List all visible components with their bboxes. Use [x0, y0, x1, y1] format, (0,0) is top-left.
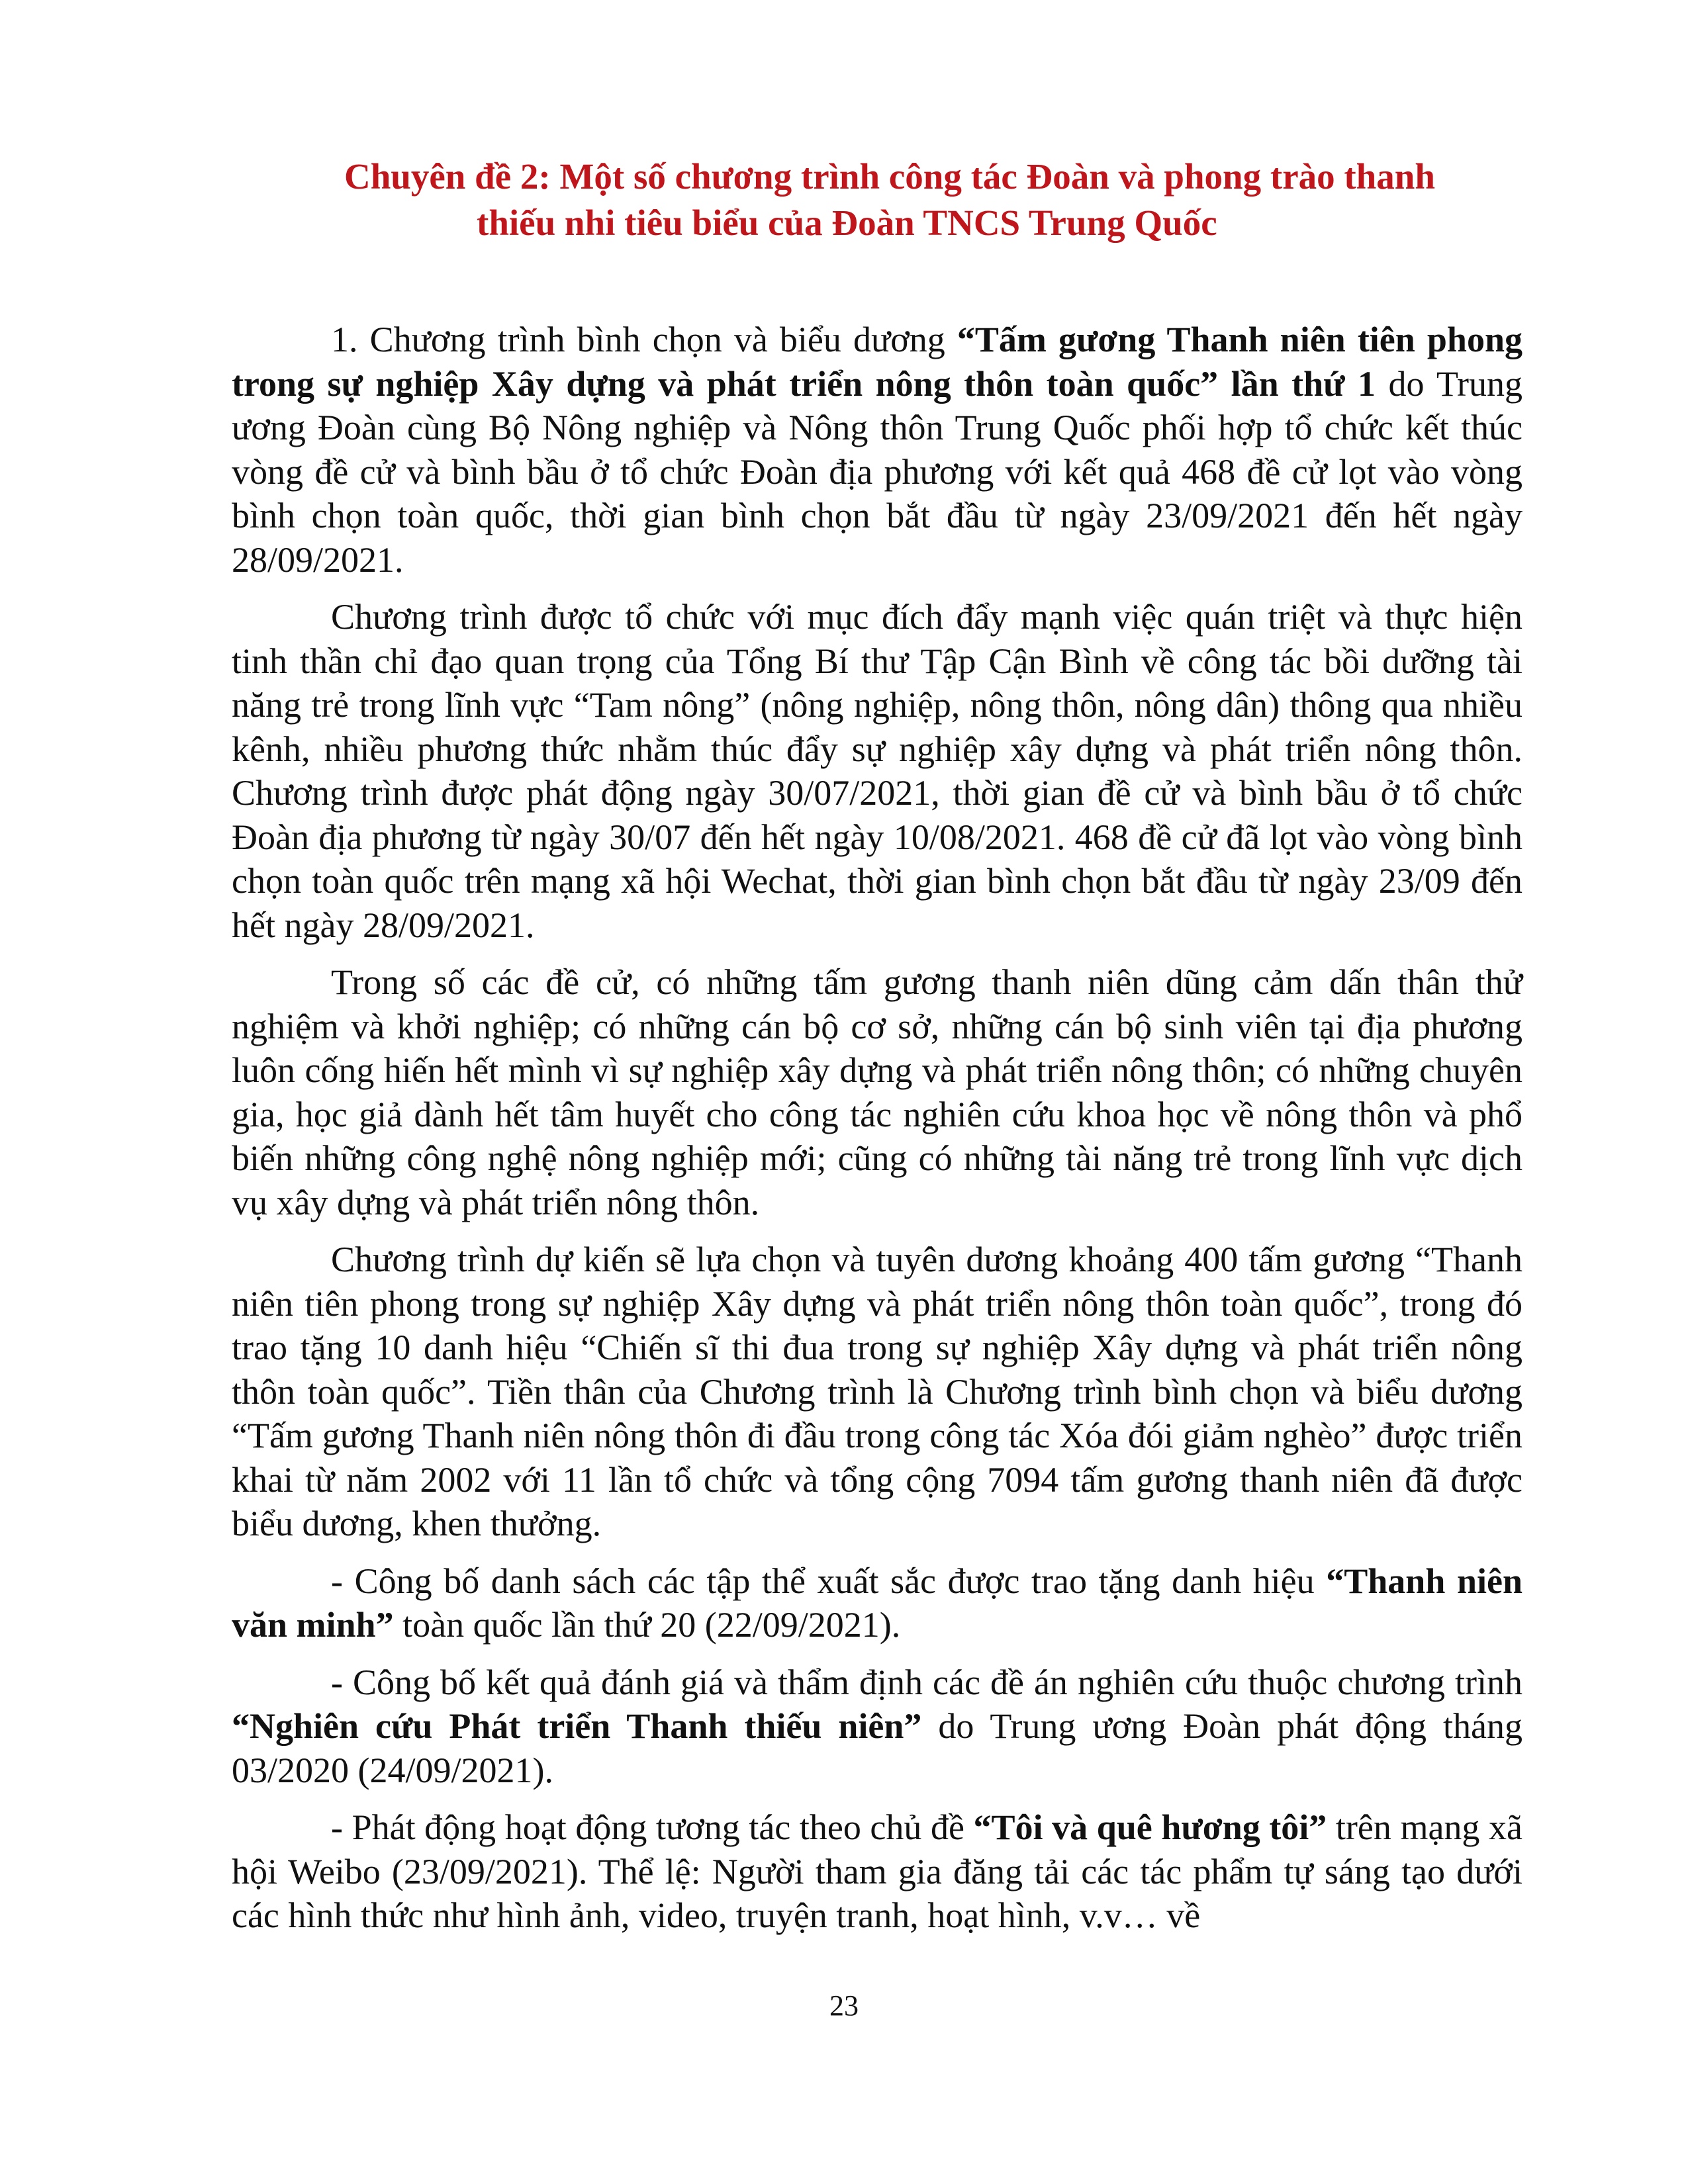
bullet-item-1-emphasis: “Thanh niên văn minh”	[232, 1561, 1523, 1645]
bullet-item-3-continuation: trên mạng xã hội Weibo (23/09/2021). Thể lệ: Người tham gia đăng tải các tác phẩm tự sáng tạo dưới các hình thức như hình ảnh, video, truyện tranh, hoạt hình, v.v… về	[232, 1807, 1523, 1935]
bullet-item-1-text: - Công bố danh sách các tập thể xuất sắc được trao tặng danh hiệu	[331, 1561, 1327, 1601]
bullet-item-1-continuation: toàn quốc lần thứ 20 (22/09/2021).	[393, 1605, 901, 1645]
paragraph-1-text: 1. Chương trình bình chọn và biểu dương	[331, 320, 957, 359]
bullet-item-3	[232, 1805, 1523, 1938]
paragraph-1-continuation: do Trung ương Đoàn cùng Bộ Nông nghiệp và Nông thôn Trung Quốc phối hợp tổ chức kết thúc vòng đề cử và bình bầu ở tổ chức Đoàn địa phương với kết quả 468 đề cử lọt vào vòng bình chọn toàn quốc, thời gian bình chọn bắt đầu từ ngày 23/09/2021 đến hết ngày 28/09/2021.	[232, 363, 1523, 580]
bullet-item-2-emphasis: “Nghiên cứu Phát triển Thanh thiếu niên”	[232, 1706, 922, 1746]
paragraph-4: Chương trình dự kiến sẽ lựa chọn và tuyên dương khoảng 400 tấm gương “Thanh niên tiên phong trong sự nghiệp Xây dựng và phát triển nông thôn toàn quốc”, trong đó trao tặng 10 danh hiệu “Chiến sĩ thi đua trong sự nghiệp Xây dựng và phát triển nông thôn toàn quốc”. Tiền thân của Chương trình là Chương trình bình chọn và biểu dương “Tấm gương Thanh niên nông thôn đi đầu trong công tác Xóa đói giảm nghèo” được triển khai từ năm 2002 với 11 lần tổ chức và tổng cộng 7094 tấm gương thanh niên đã được biểu dương, khen thưởng.	[232, 1240, 1523, 1543]
section-title-line-1: Chuyên đề 2: Một số chương trình công tác Đoàn và phong trào thanh	[344, 156, 1435, 197]
bullet-item-2-text: - Công bố kết quả đánh giá và thẩm định các đề án nghiên cứu thuộc chương trình	[331, 1662, 1523, 1702]
bullet-item-3-emphasis: “Tôi và quê hương tôi”	[973, 1807, 1327, 1847]
paragraph-1	[232, 318, 1523, 582]
paragraph-3: Trong số các đề cử, có những tấm gương thanh niên dũng cảm dấn thân thử nghiệm và khởi nghiệp; có những cán bộ cơ sở, những cán bộ sinh viên tại địa phương luôn cống hiến hết mình vì sự nghiệp xây dựng và phát triển nông thôn; có những chuyên gia, học giả dành hết tâm huyết cho công tác nghiên cứu khoa học về nông thôn và phổ biến những công nghệ nông nghiệp mới; cũng có những tài năng trẻ trong lĩnh vực dịch vụ xây dựng và phát triển nông thôn.	[232, 962, 1523, 1222]
page-number: 23	[829, 1989, 859, 2022]
paragraph-1-emphasis: “Tấm gương Thanh niên tiên phong trong sự nghiệp Xây dựng và phát triển nông thôn toàn quốc” lần thứ 1	[232, 320, 1523, 404]
section-title-line-2: thiếu nhi tiêu biểu của Đoàn TNCS Trung Quốc	[477, 203, 1217, 243]
bullet-item-2-continuation: do Trung ương Đoàn phát động tháng 03/2020 (24/09/2021).	[232, 1706, 1523, 1790]
document-body	[232, 318, 1523, 1951]
bullet-item-3-text: - Phát động hoạt động tương tác theo chủ đề	[331, 1807, 974, 1847]
section-title	[344, 154, 1536, 246]
bullet-item-1	[232, 1559, 1523, 1647]
bullet-item-2	[232, 1661, 1523, 1793]
paragraph-2: Chương trình được tổ chức với mục đích đẩy mạnh việc quán triệt và thực hiện tinh thần chỉ đạo quan trọng của Tổng Bí thư Tập Cận Bình về công tác bồi dưỡng tài năng trẻ trong lĩnh vực “Tam nông” (nông nghiệp, nông thôn, nông dân) thông qua nhiều kênh, nhiều phương thức nhằm thúc đẩy sự nghiệp xây dựng và phát triển nông thôn. Chương trình được phát động ngày 30/07/2021, thời gian đề cử và bình bầu ở tổ chức Đoàn địa phương từ ngày 30/07 đến hết ngày 10/08/2021. 468 đề cử đã lọt vào vòng bình chọn toàn quốc trên mạng xã hội Wechat, thời gian bình chọn bắt đầu từ ngày 23/09 đến hết ngày 28/09/2021.	[232, 597, 1523, 945]
